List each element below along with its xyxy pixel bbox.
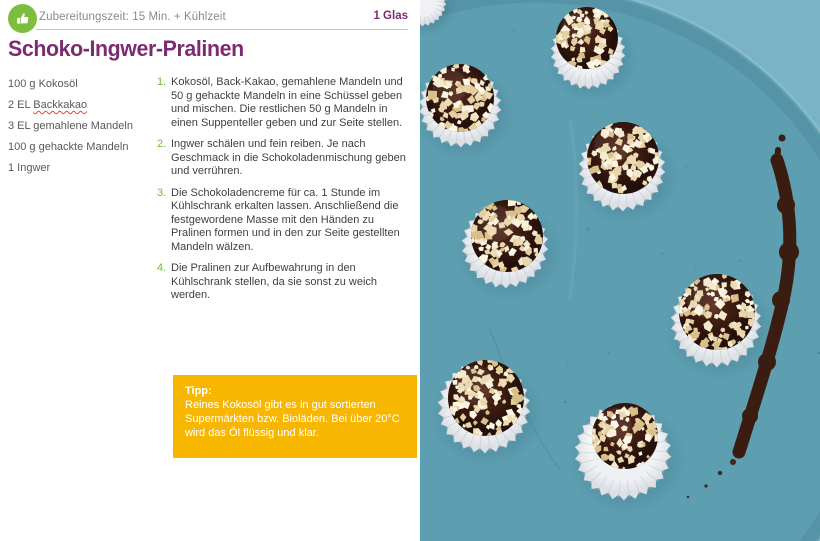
instruction-step xyxy=(157,187,415,255)
instruction-step xyxy=(157,76,415,130)
step-number: 3. xyxy=(157,186,167,199)
ingredient-item: 100 g gehackte Mandeln xyxy=(8,141,129,153)
ingredient-list xyxy=(8,74,156,179)
step-number: 2. xyxy=(157,138,167,150)
thumbs-up-icon xyxy=(8,4,37,33)
tip-text: Reines Kokosöl gibt es in gut sortierten Supermärkten bzw. Bioläden. Bei über 20°C wird das Öl flüssig und klar. xyxy=(185,399,400,439)
spellcheck-marked-word: Backkakao xyxy=(33,99,88,111)
instruction-list xyxy=(157,76,415,311)
step-text: Kokosöl, Back-Kakao, gemahlene Mandeln und 50 g gehackte Mandeln in eine Schüssel geben und mischen. Die restlichen 50 g Mandeln in einen Suppenteller geben und zur Seite stellen. xyxy=(171,76,403,129)
tip-label: Tipp: xyxy=(185,385,212,397)
step-text: Die Pralinen zur Aufbewahrung in den Kühlschrank stellen, da sie sonst zu weich werden. xyxy=(171,262,378,301)
step-text: Ingwer schälen und fein reiben. Je nach Geschmack in die Schokoladenmischung geben und verrühren. xyxy=(171,138,406,177)
step-number: 4. xyxy=(157,262,167,274)
step-number: 1. xyxy=(157,76,167,88)
tip-box xyxy=(173,375,417,458)
recipe-photo xyxy=(420,0,820,541)
prep-time-label: Zubereitungszeit: 15 Min. + Kühlzeit xyxy=(39,11,226,23)
ingredient-item: 1 Ingwer xyxy=(8,162,51,174)
recipe-title: Schoko-Ingwer-Pralinen xyxy=(8,36,244,61)
step-text: Die Schokoladencreme für ca. 1 Stunde im Kühlschrank erkalten lassen. Anschließend die festgewordene Masse mit den Händen zu Pralinen formen und in den zur Seite gestellten Mandeln wälzen. xyxy=(171,186,400,253)
header-divider xyxy=(36,29,408,30)
ingredient-item: 100 g Kokosöl xyxy=(8,78,78,90)
instruction-step xyxy=(157,262,415,303)
ingredient-item xyxy=(8,95,156,116)
ingredient-item: 3 EL gemahlene Mandeln xyxy=(8,120,133,132)
ingredient-prefix: 2 EL xyxy=(8,99,34,111)
yield-label: 1 Glas xyxy=(373,10,408,22)
instruction-step xyxy=(157,138,415,179)
pralines-photo-illustration xyxy=(420,0,820,541)
